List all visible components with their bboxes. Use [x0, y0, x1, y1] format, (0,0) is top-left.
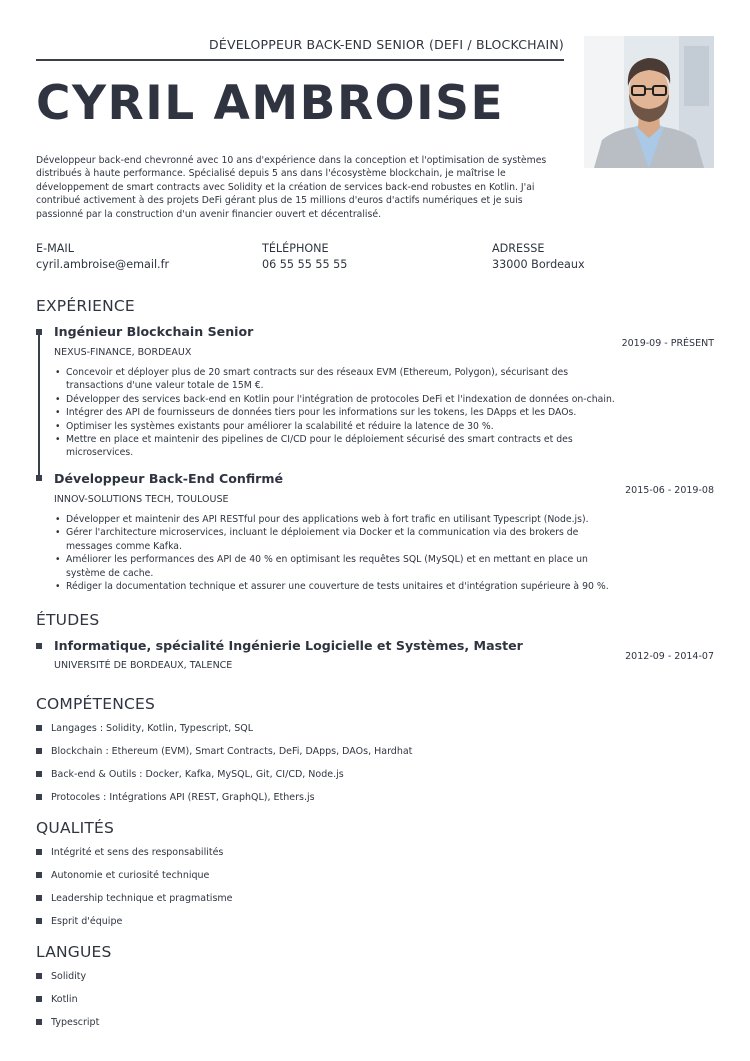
task-item: • Améliorer les performances des API de 40 % en optimisant les requêtes SQL (MySQL) et en mettant en place un système de cache.	[54, 553, 620, 580]
experience-2-title: Développeur Back-End Confirmé	[54, 471, 284, 486]
experience-1-tasks	[54, 366, 620, 460]
experience-1-date: 2019-09 - PRÉSENT	[621, 338, 714, 349]
address-value: 33000 Bordeaux	[492, 258, 585, 271]
experience-marker	[36, 329, 42, 335]
candidate-name: CYRIL AMBROISE	[36, 76, 505, 131]
quality-item: Leadership technique et pragmatisme	[36, 892, 233, 915]
education-heading: ÉTUDES	[36, 611, 100, 629]
quality-item: Esprit d'équipe	[36, 915, 233, 938]
experience-heading: EXPÉRIENCE	[36, 297, 135, 315]
contact-address	[492, 241, 585, 273]
education-marker	[36, 643, 42, 649]
job-title: DÉVELOPPEUR BACK-END SENIOR (DEFI / BLOCKCHAIN)	[209, 37, 564, 52]
task-item: • Mettre en place et maintenir des pipelines de CI/CD pour le déploiement sécurisé des smart contracts et des microservices.	[54, 433, 620, 460]
qualities-heading: QUALITÉS	[36, 819, 115, 837]
qualities-list	[36, 846, 233, 938]
task-item: • Concevoir et déployer plus de 20 smart contracts sur des réseaux EVM (Ethereum, Polygon), sécurisant des transactions d'une valeur totale de 15M €.	[54, 366, 620, 393]
task-item: • Développer des services back-end en Kotlin pour l'intégration de protocoles DeFi et l'indexation de données on-chain.	[54, 393, 620, 406]
experience-1-company: NEXUS-FINANCE, BORDEAUX	[54, 347, 192, 358]
experience-1-title: Ingénieur Blockchain Senior	[54, 324, 254, 339]
skills-heading: COMPÉTENCES	[36, 695, 156, 713]
task-item: • Gérer l'architecture microservices, incluant le déploiement via Docker et la communication via des brokers de messages comme Kafka.	[54, 526, 620, 553]
task-item: • Intégrer des API de fournisseurs de données tiers pour les informations sur les tokens, les DApps et les DAOs.	[54, 406, 620, 419]
skills-list	[36, 722, 412, 814]
email-value: cyril.ambroise@email.fr	[36, 258, 170, 271]
languages-list	[36, 970, 99, 1039]
education-1-title: Informatique, spécialité Ingénierie Logicielle et Systèmes, Master	[54, 638, 523, 653]
profile-summary: Développeur back-end chevronné avec 10 ans d'expérience dans la conception et l'optimisation de systèmes distribués à haute performance. Spécialisé depuis 5 ans dans l'écosystème blockchain, je maîtrise le développement de smart contracts avec Solidity et la création de services back-end robustes en Kotlin. J'ai contribué activement à des projets DeFi gérant plus de 15 millions d'euros d'actifs numériques et je suis passionné par la construction d'un avenir financier ouvert et décentralisé.	[36, 155, 547, 220]
languages-heading: LANGUES	[36, 943, 112, 961]
phone-value: 06 55 55 55 55	[262, 258, 348, 271]
task-item: • Rédiger la documentation technique et assurer une couverture de tests unitaires et d'intégration supérieure à 90 %.	[54, 580, 620, 593]
title-divider	[36, 59, 564, 61]
experience-marker	[36, 475, 42, 481]
contact-phone	[262, 241, 347, 273]
skill-item: Blockchain : Ethereum (EVM), Smart Contracts, DeFi, DApps, DAOs, Hardhat	[36, 745, 412, 768]
experience-timeline	[38, 329, 40, 477]
education-1-school: UNIVERSITÉ DE BORDEAUX, TALENCE	[54, 660, 233, 671]
address-label: ADRESSE	[492, 242, 545, 255]
task-item: • Développer et maintenir des API RESTful pour des applications web à fort trafic en utilisant Typescript (Node.js).	[54, 513, 620, 526]
email-label: E-MAIL	[36, 242, 74, 255]
experience-2-tasks	[54, 513, 620, 593]
experience-2-date: 2015-06 - 2019-08	[625, 485, 714, 496]
quality-item: Intégrité et sens des responsabilités	[36, 846, 233, 869]
task-item: • Optimiser les systèmes existants pour améliorer la scalabilité et réduire la latence de 30 %.	[54, 420, 620, 433]
profile-photo	[584, 36, 714, 168]
phone-label: TÉLÉPHONE	[262, 242, 329, 255]
contact-email	[36, 241, 169, 273]
skill-item: Protocoles : Intégrations API (REST, GraphQL), Ethers.js	[36, 791, 412, 814]
experience-2-company: INNOV-SOLUTIONS TECH, TOULOUSE	[54, 494, 229, 505]
language-item: Kotlin	[36, 993, 99, 1016]
language-item: Solidity	[36, 970, 99, 993]
language-item: Typescript	[36, 1016, 99, 1039]
skill-item: Langages : Solidity, Kotlin, Typescript, SQL	[36, 722, 412, 745]
quality-item: Autonomie et curiosité technique	[36, 869, 233, 892]
skill-item: Back-end & Outils : Docker, Kafka, MySQL, Git, CI/CD, Node.js	[36, 768, 412, 791]
education-1-date: 2012-09 - 2014-07	[625, 651, 714, 662]
